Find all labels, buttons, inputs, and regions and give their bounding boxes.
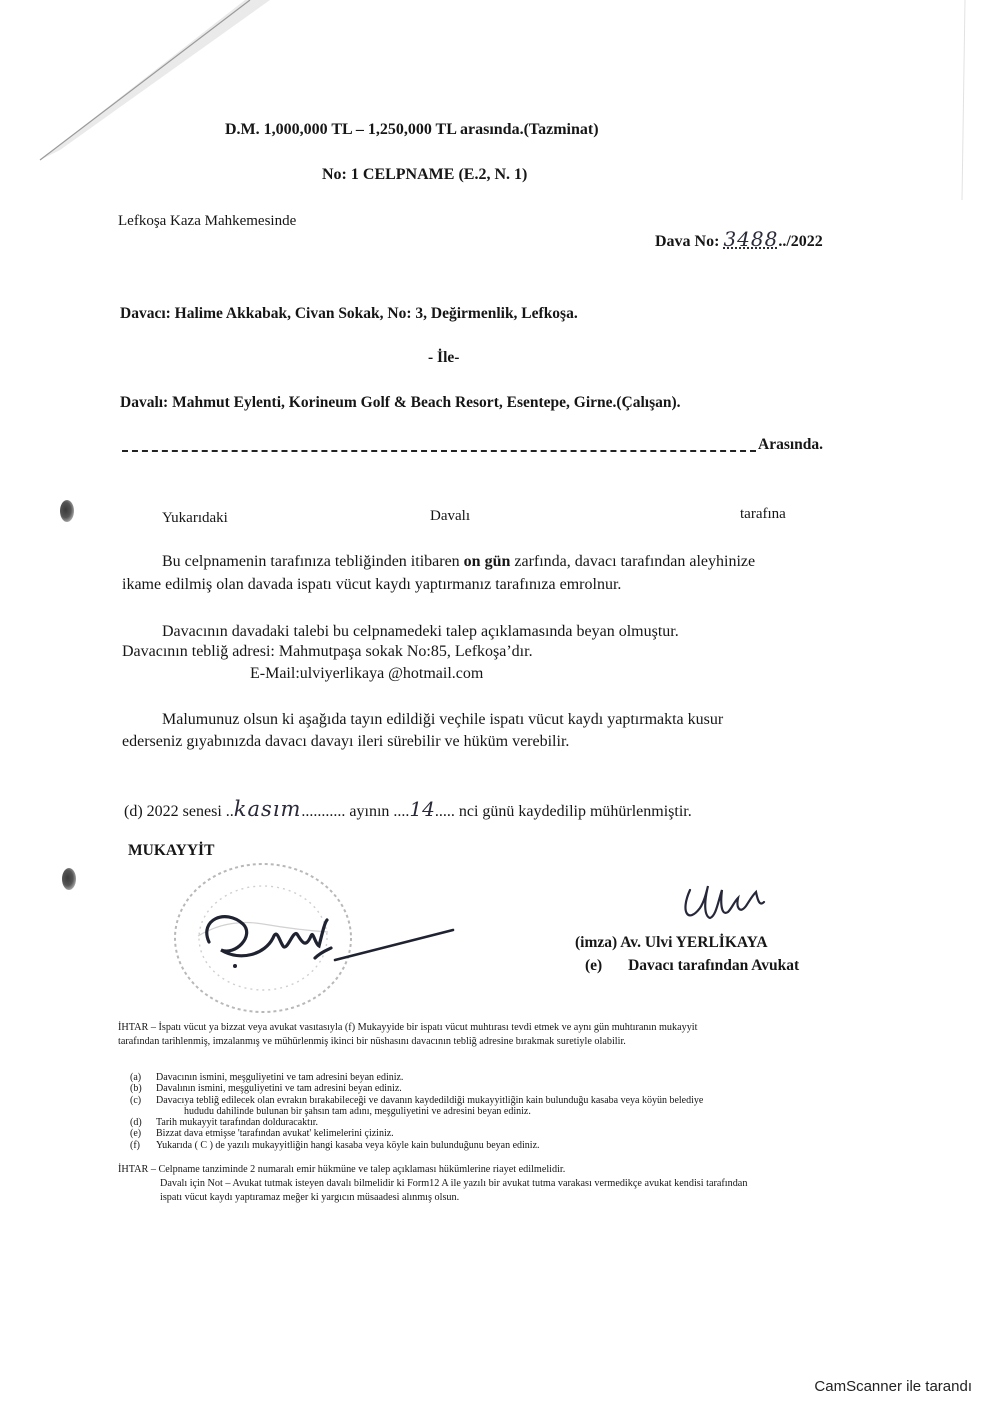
versus-label: - İle- (428, 349, 460, 366)
footnote-text: Davacıya tebliğ edilecek olan evrakın bırakabileceği ve davanın kaydedildiği mukayyitliğin kain bulunduğu kasaba veya köyün belediye (156, 1094, 704, 1106)
attorney-name-line: (imza) Av. Ulvi YERLİKAYA (575, 934, 768, 951)
warning-1-line-1: İHTAR – İspatı vücut ya bizzat veya avukat vasıtasıyla (f) Mukayyide bir ispatı vücut muhtırası tevdi etmek ve aynı gün muhtıranın mukayyit (118, 1022, 698, 1033)
court-name: Lefkoşa Kaza Mahkemesinde (118, 213, 297, 229)
footnote-label: (a) (130, 1072, 142, 1083)
punch-hole-bottom (62, 868, 76, 890)
addressee-col-1: Yukarıdaki (162, 510, 228, 526)
addressee-col-3: tarafına (740, 506, 786, 522)
footnote-item (130, 1106, 890, 1117)
default-paragraph-line-2: ederseniz gıyabınızda davacı davayı ileri sürebilir ve hüküm verebilir. (122, 733, 570, 750)
registrar-signature (195, 900, 465, 985)
footnote-item (130, 1083, 890, 1094)
plaintiff-line: Davacı: Halime Akkabak, Civan Sokak, No: 3, Değirmenlik, Lefkoşa. (120, 305, 578, 322)
case-number-suffix: ../2022 (778, 233, 823, 250)
summons-paragraph-line-1 (162, 553, 755, 571)
month-handwritten: kasım (233, 797, 302, 821)
warning-1-line-2: tarafından tarihlenmiş, imzalanmış ve mühürlenmiş ikinci bir nüshasını davacının tebliğ adresine bırakmak suretiyle olabilir. (118, 1036, 626, 1047)
email-line: E-Mail:ulviyerlikaya @hotmail.com (250, 665, 484, 682)
footnote-text: Bizzat dava etmişse 'tarafından avukat' kelimelerini çiziniz. (156, 1128, 394, 1140)
case-number-handwritten: 3488 (723, 227, 779, 251)
default-paragraph-line-1: Malumunuz olsun ki aşağıda tayın edildiği veçhile ispatı vücut kaydı yaptırmakta kusur (162, 711, 724, 728)
footnote-item (130, 1128, 890, 1139)
claim-paragraph-line-1: Davacının davadaki talebi bu celpnamedeki talep açıklamasında beyan olmuştur. (162, 623, 679, 640)
footnote-text: Davacının ismini, meşguliyetini ve tam adresini beyan ediniz. (156, 1072, 404, 1083)
footnote-item (130, 1072, 890, 1083)
addressee-col-2: Davalı (430, 508, 470, 524)
dashed-separator (122, 450, 756, 452)
footnote-label: (f) (130, 1139, 140, 1151)
footnote-text: Yukarıda ( C ) de yazılı mukayyitliğin hangi kasaba veya köyle kain bulunduğunu beyan ediniz. (156, 1139, 540, 1151)
summons-text-a: Bu celpnamenin tarafınıza tebliğinden itibaren (162, 553, 464, 570)
attorney-role-text: Davacı tarafından Avukat (628, 957, 800, 974)
summons-text-b: zarfında, davacı tarafından aleyhinize (510, 553, 756, 570)
defendant-note-line-1: Davalı için Not – Avukat tutmak isteyen davalı bilmelidir ki Form12 A ile yazılı bir avukat tutma varakası vermedikçe avukat kendisi tarafından (160, 1178, 748, 1189)
footnote-label: (c) (130, 1094, 142, 1106)
footnote-text: hududu dahilinde bulunan bir şahsın tam adını, meşguliyetini ve adresini beyan ediniz. (184, 1105, 531, 1117)
footnote-item (130, 1095, 890, 1106)
footnote-text: Tarih mukayyit tarafından dolduracaktır. (156, 1117, 319, 1129)
footnote-text: Davalının ismini, meşguliyetini ve tam adresini beyan ediniz. (156, 1083, 402, 1095)
defendant-note-line-2: ispatı vücut kaydı yaptıramaz meğer ki yargıcın müsaadesi alınmış olsun. (160, 1192, 460, 1203)
registrar-label: MUKAYYİT (128, 842, 215, 859)
ten-days-emphasis: on gün (463, 553, 511, 570)
between-line (122, 436, 842, 456)
footnote-label: (d) (130, 1117, 142, 1129)
case-number (655, 227, 823, 251)
scanner-watermark: CamScanner ile tarandı (814, 1378, 972, 1395)
form-title: No: 1 CELPNAME (E.2, N. 1) (322, 166, 528, 183)
service-address-line: Davacının tebliğ adresi: Mahmutpaşa sokak No:85, Lefkoşa’dır. (122, 643, 533, 660)
amount-range-heading: D.M. 1,000,000 TL – 1,250,000 TL arasında.(Tazminat) (225, 121, 599, 138)
attorney-role-label: (e) (585, 957, 603, 974)
registration-suffix: ..... nci günü kaydedilip mühürlenmiştir. (434, 803, 692, 820)
day-handwritten: 14 (409, 797, 435, 821)
summons-paragraph-line-2: ikame edilmiş olan davada ispatı vücut kaydı yaptırmanız tarafınıza emrolnur. (122, 576, 622, 593)
footnote-item (130, 1140, 890, 1151)
month-dots-lead: .. (225, 803, 234, 820)
footnote-label: (b) (130, 1083, 142, 1095)
case-number-prefix: Dava No: (655, 233, 720, 250)
attorney-signature (670, 872, 790, 932)
warning-2: İHTAR – Celpname tanziminde 2 numaralı emir hükmüne ve talep açıklaması hükümlerine riayet edilmelidir. (118, 1164, 566, 1175)
month-dots: ........... (301, 803, 346, 820)
registration-prefix: (d) 2022 senesi (124, 803, 222, 820)
defendant-line: Davalı: Mahmut Eylenti, Korineum Golf & Beach Resort, Esentepe, Girne.(Çalışan). (120, 394, 681, 411)
attorney-role-line (585, 957, 799, 975)
punch-hole-top (60, 500, 74, 522)
registration-line (124, 797, 692, 821)
attorney-signature-text (690, 910, 692, 911)
ayinin-label: ayının .... (349, 803, 410, 820)
footnote-item (130, 1117, 890, 1128)
footnote-label: (e) (130, 1128, 142, 1140)
footnotes-list (130, 1072, 890, 1151)
between-label: Arasında. (758, 436, 824, 453)
